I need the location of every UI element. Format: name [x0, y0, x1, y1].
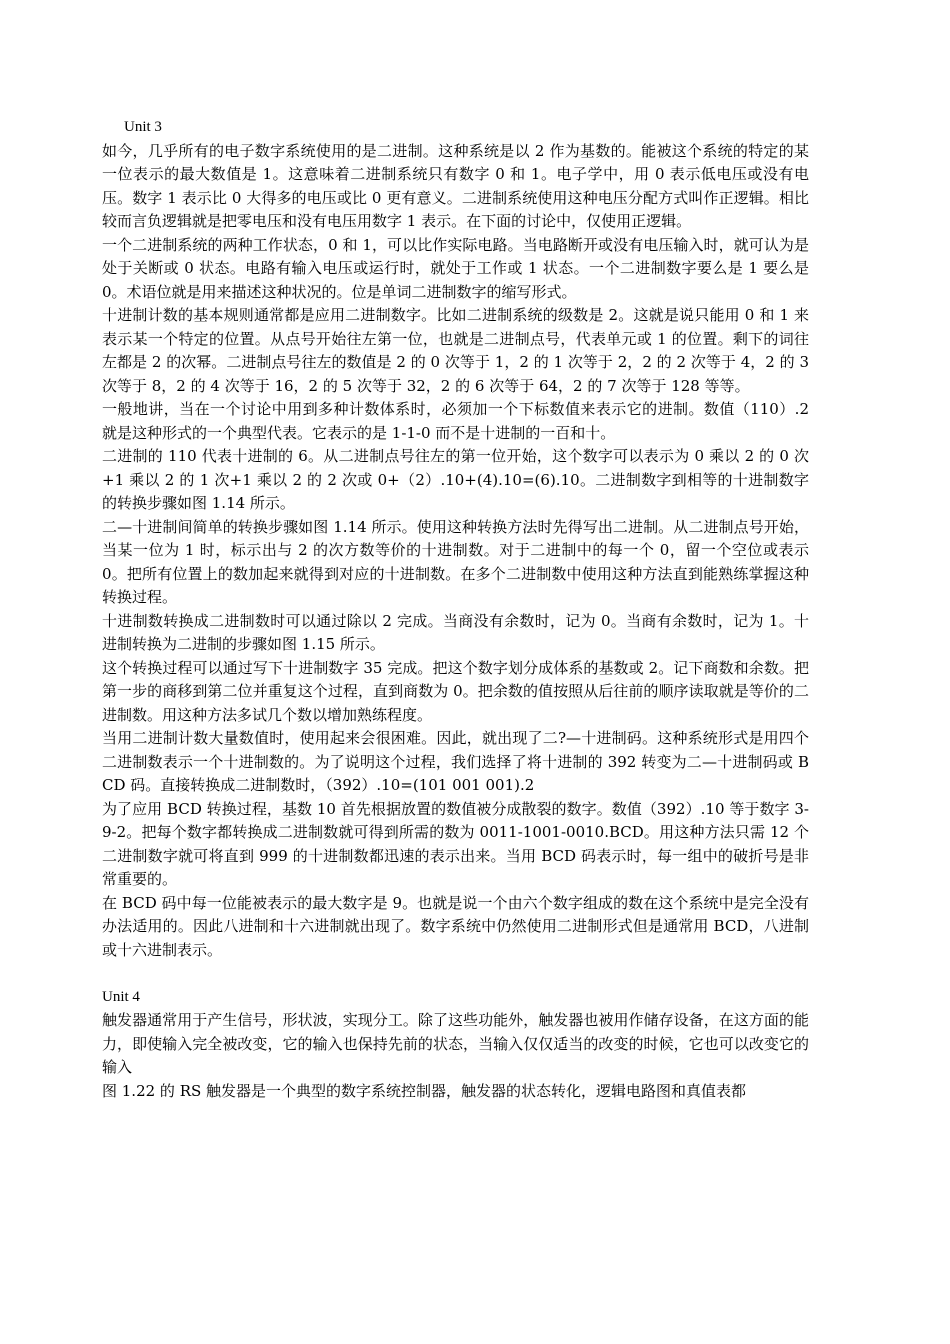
paragraph: 如今，几乎所有的电子数字系统使用的是二进制。这种系统是以 2 作为基数的。能被这个系统的特定的某一位表示的最大数值是 1。这意味着二进制系统只有数字 0 和 1。电子学中，用 0 表示低电压或没有电压。数字 1 表示比 0 大得多的电压或比 0 更有意义。二进制系统使用这种电压分配方式叫作正逻辑。相比较而言负逻辑就是把零电压和没有电压用数字 1 表示。在下面的讨论中，仅使用正逻辑。 [102, 141, 809, 230]
paragraph: 十进制计数的基本规则通常都是应用二进制数字。比如二进制系统的级数是 2。这就是说只能用 0 和 1 来表示某一个特定的位置。从点号开始往左第一位，也就是二进制点号，代表单元或 1 的位置。剩下的词往左都是 2 的次幂。二进制点号往左的数值是 2 的 0 次等于 1，2 的 1 次等于 2，2 的 2 次等于 4，2 的 3 次等于 8，2 的 4 次等于 16，2 的 5 次等于 32，2 的 6 次等于 64，2 的 7 次等于 128 等等。 [102, 306, 809, 395]
unit-3-heading: Unit 3 [124, 119, 162, 135]
paragraph: 一般地讲，当在一个讨论中用到多种计数体系时，必须加一个下标数值来表示它的进制。数值（110）.2 就是这种形式的一个典型代表。它表示的是 1-1-0 而不是十进制的一百和十。 [102, 400, 809, 442]
unit-4-heading: Unit 4 [102, 988, 140, 1005]
paragraph: 当用二进制计数大量数值时，使用起来会很困难。因此，就出现了二?—十进制码。这种系统形式是用四个二进制数表示一个十进制数的。为了说明这个过程，我们选择了将十进制的 392 转变为二—十进制码或 BCD 码。直接转换成二进制数时，（392）.10=(101 001 001).2 [102, 729, 809, 794]
paragraph: 触发器通常用于产生信号，形状波，实现分工。除了这些功能外，触发器也被用作储存设备，在这方面的能力，即使输入完全被改变，它的输入也保持先前的状态，当输入仅仅适当的改变的时候，它也可以改变它的输入 [102, 1011, 809, 1076]
paragraph: 二进制的 110 代表十进制的 6。从二进制点号往左的第一位开始，这个数字可以表示为 0 乘以 2 的 0 次+1 乘以 2 的 1 次+1 乘以 2 的 2 次或 0+（2）.10+(4).10=(6).10。二进制数字到相等的十进制数字的转换步骤如图 1.14 所示。 [102, 447, 809, 512]
paragraph: 为了应用 BCD 转换过程，基数 10 首先根据放置的数值被分成散裂的数字。数值（392）.10 等于数字 3-9-2。把每个数字都转换成二进制数就可得到所需的数为 0011-1001-0010.BCD。用这种方法只需 12 个二进制数字就可将直到 999 的十进制数都迅速的表示出来。当用 BCD 码表示时，每一组中的破折号是非常重要的。 [102, 799, 809, 888]
paragraph: 这个转换过程可以通过写下十进制数字 35 完成。把这个数字划分成体系的基数或 2。记下商数和余数。把第一步的商移到第二位并重复这个过程，直到商数为 0。把余数的值按照从后往前的顺序读取就是等价的二进制数。用这种方法多试几个数以增加熟练程度。 [102, 658, 809, 724]
document-body [102, 116, 809, 1103]
paragraph: 一个二进制系统的两种工作状态，0 和 1，可以比作实际电路。当电路断开或没有电压输入时，就可认为是处于关断或 0 状态。电路有输入电压或运行时，就处于工作或 1 状态。一个二进制数字要么是 1 要么是 0。术语位就是用来描述这种状况的。位是单词二进制数字的缩写形式。 [102, 235, 809, 301]
paragraph: 图 1.22 的 RS 触发器是一个典型的数字系统控制器，触发器的状态转化，逻辑电路图和真值表都 [102, 1081, 747, 1100]
paragraph: 二—十进制间简单的转换步骤如图 1.14 所示。使用这种转换方法时先得写出二进制。从二进制点号开始，当某一位为 1 时，标示出与 2 的次方数等价的十进制数。对于二进制中的每一个 0，留一个空位或表示 0。把所有位置上的数加起来就得到对应的十进制数。在多个二进制数中使用这种方法直到能熟练掌握这种转换过程。 [102, 517, 809, 606]
paragraph: 十进制数转换成二进制数时可以通过除以 2 完成。当商没有余数时，记为 0。当商有余数时，记为 1。十进制转换为二进制的步骤如图 1.15 所示。 [102, 611, 809, 653]
paragraph: 在 BCD 码中每一位能被表示的最大数字是 9。也就是说一个由六个数字组成的数在这个系统中是完全没有办法适用的。因此八进制和十六进制就出现了。数字系统中仍然使用二进制形式但是通常用 BCD，八进制或十六进制表示。 [102, 893, 809, 959]
